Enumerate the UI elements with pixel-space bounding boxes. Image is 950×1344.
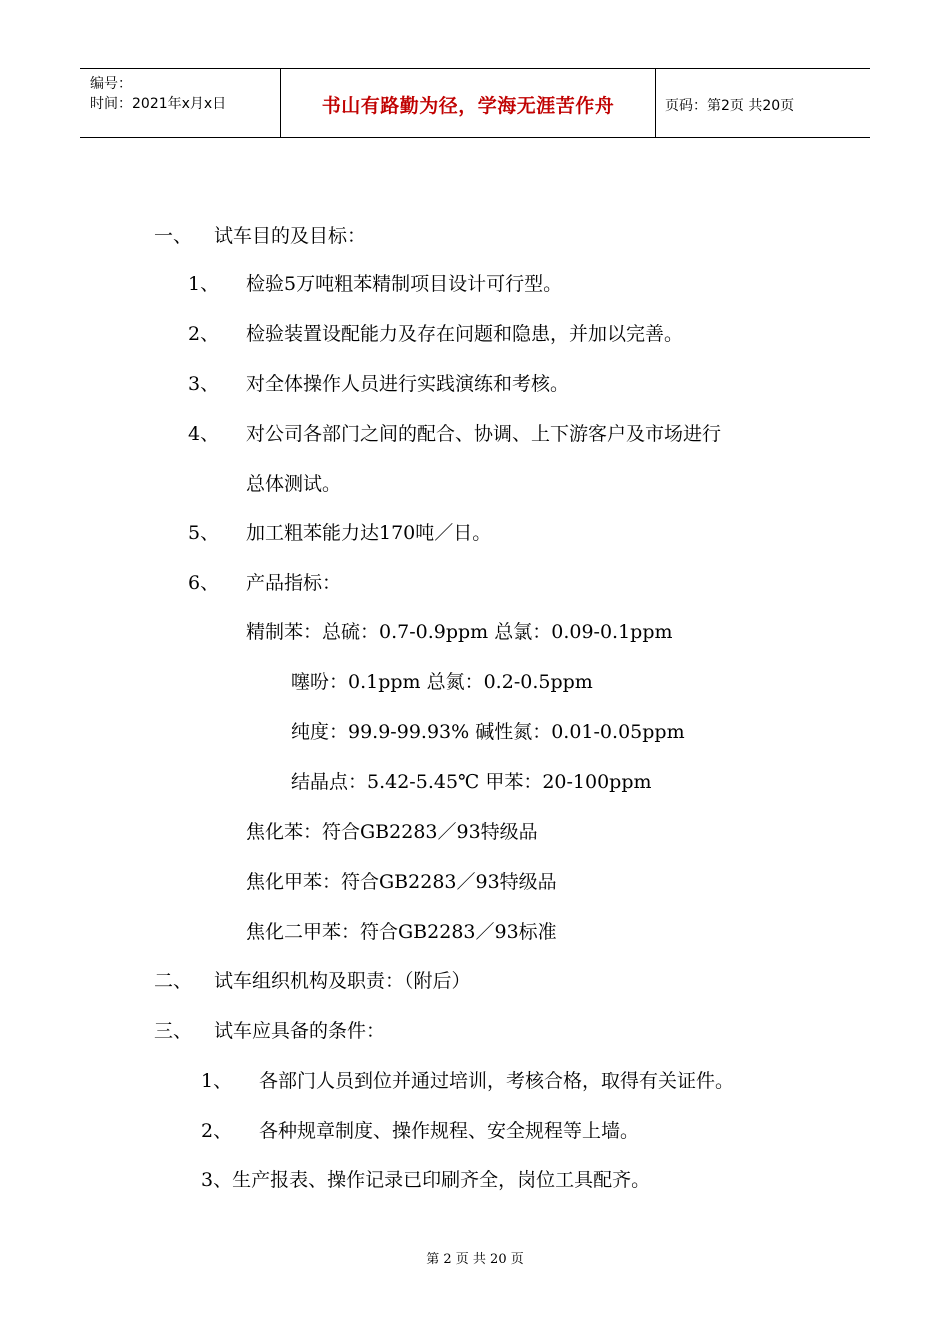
item-number: 2、	[201, 1120, 233, 1142]
section-heading	[154, 969, 471, 993]
item-text: 检验5万吨粗苯精制项目设计可行型。	[246, 273, 563, 295]
item-number: 3、	[201, 1169, 233, 1191]
section-title: 试车应具备的条件：	[214, 1020, 386, 1042]
section-number: 二、	[154, 970, 193, 992]
list-item	[188, 272, 562, 296]
motto: 书山有路勤为径，学海无涯苦作舟	[321, 95, 615, 117]
item-number: 2、	[188, 323, 220, 345]
item-number: 3、	[188, 373, 220, 395]
header-page-cell	[655, 69, 870, 137]
spec-line: 焦化甲苯：符合GB2283／93特级品	[246, 871, 557, 893]
list-item	[188, 322, 683, 346]
spec-line: 焦化苯：符合GB2283／93特级品	[246, 821, 538, 843]
list-item	[201, 1168, 650, 1192]
spec-line: 噻吩：0.1ppm 总氮：0.2-0.5ppm	[291, 671, 593, 693]
item-text: 产品指标：	[246, 572, 342, 594]
page-footer: 第 2 页 共 20 页	[426, 1252, 524, 1267]
list-item	[188, 372, 569, 396]
section-number: 三、	[154, 1020, 193, 1042]
list-item	[201, 1119, 639, 1143]
item-text: 加工粗苯能力达170吨／日。	[246, 522, 492, 544]
section-title: 试车组织机构及职责：（附后）	[214, 970, 471, 992]
item-text: 检验装置设配能力及存在问题和隐患，并加以完善。	[246, 323, 684, 345]
item-text: 对公司各部门之间的配合、协调、上下游客户及市场进行	[246, 423, 722, 445]
item-text: 对全体操作人员进行实践演练和考核。	[246, 373, 570, 395]
list-item	[188, 422, 721, 446]
spec-line: 纯度：99.9-99.93% 碱性氮：0.01-0.05ppm	[291, 721, 685, 743]
section-title: 试车目的及目标：	[214, 225, 367, 247]
list-item	[188, 521, 491, 545]
spec-line: 结晶点：5.42-5.45℃ 甲苯：20-100ppm	[291, 771, 652, 793]
item-text: 各部门人员到位并通过培训，考核合格，取得有关证件。	[259, 1070, 735, 1092]
header-motto-cell	[280, 69, 656, 137]
list-item	[188, 571, 341, 595]
item-number: 1、	[188, 273, 220, 295]
list-item	[201, 1069, 734, 1093]
section-heading	[154, 224, 366, 248]
item-number: 6、	[188, 572, 220, 594]
spec-line: 精制苯：总硫：0.7-0.9ppm 总氯：0.09-0.1ppm	[246, 621, 673, 643]
item-number: 5、	[188, 522, 220, 544]
item-number: 1、	[201, 1070, 233, 1092]
number-label: 编号：	[90, 76, 132, 92]
section-heading	[154, 1019, 385, 1043]
time-label: 时间：2021年x月x日	[90, 96, 227, 112]
item-text: 生产报表、操作记录已印刷齐全，岗位工具配齐。	[232, 1169, 651, 1191]
item-number: 4、	[188, 423, 220, 445]
document-header	[80, 68, 870, 138]
item-continuation: 总体测试。	[246, 473, 342, 495]
spec-line: 焦化二甲苯：符合GB2283／93标准	[246, 921, 557, 943]
page-info: 页码：第2页 共20页	[665, 98, 795, 114]
section-number: 一、	[154, 225, 193, 247]
header-meta-cell	[80, 69, 280, 137]
item-text: 各种规章制度、操作规程、安全规程等上墙。	[259, 1120, 640, 1142]
